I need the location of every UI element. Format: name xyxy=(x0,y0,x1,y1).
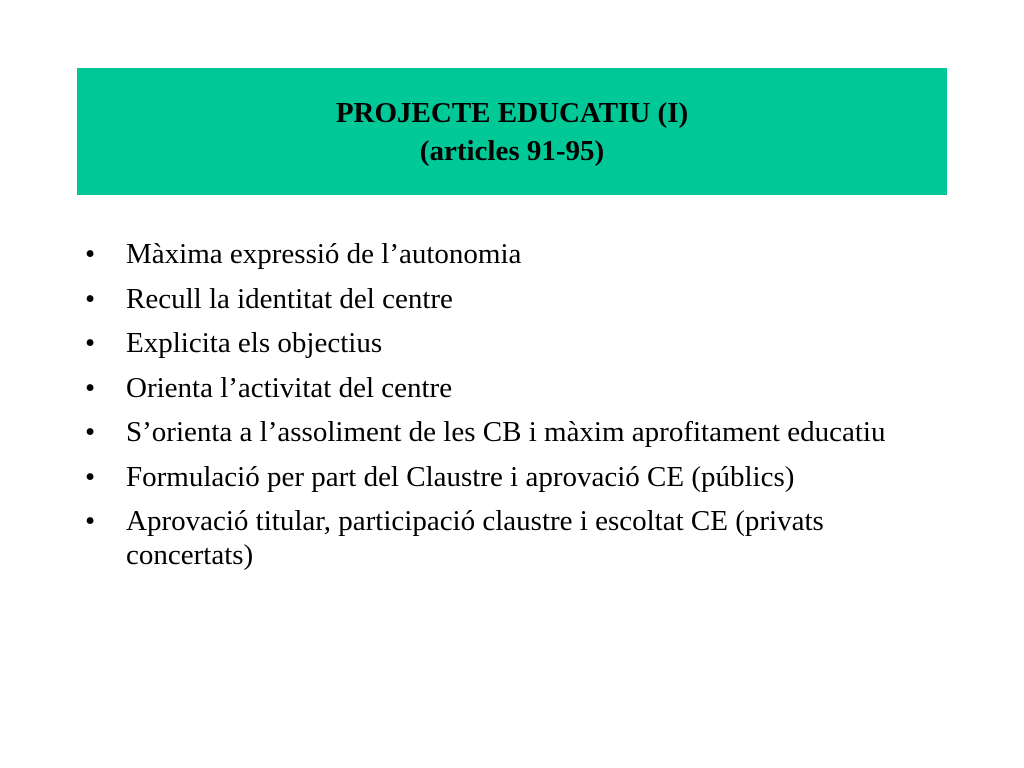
list-item xyxy=(85,237,945,271)
slide-subtitle: (articles 91-95) xyxy=(419,134,605,167)
list-item xyxy=(85,326,945,360)
list-item xyxy=(85,415,945,449)
list-item xyxy=(85,371,945,405)
bullet-text: Màxima expressió de l’autonomia xyxy=(126,238,522,270)
bullet-icon: • xyxy=(85,327,96,359)
bullet-icon: • xyxy=(85,371,96,404)
bullet-text: Explicita els objectius xyxy=(126,327,383,359)
bullet-icon: • xyxy=(85,505,96,537)
bullet-text: Orienta l’activitat del centre xyxy=(126,371,453,404)
bullet-icon: • xyxy=(85,282,96,315)
bullet-icon: • xyxy=(85,416,96,448)
bullet-text: Formulació per part del Claustre i aprovació CE (públics) xyxy=(126,460,795,493)
bullet-text: Recull la identitat del centre xyxy=(126,282,453,315)
list-item xyxy=(85,504,945,572)
bullet-icon: • xyxy=(85,238,96,270)
bullet-list xyxy=(85,237,945,583)
title-banner xyxy=(77,68,947,195)
list-item xyxy=(85,282,945,316)
bullet-icon: • xyxy=(85,460,96,493)
bullet-text: Aprovació titular, participació claustre i escoltat CE (privats concertats) xyxy=(126,505,824,571)
list-item xyxy=(85,460,945,494)
bullet-text: S’orienta a l’assoliment de les CB i màxim aprofitament educatiu xyxy=(126,416,886,448)
slide-title: PROJECTE EDUCATIU (I) xyxy=(335,96,689,129)
